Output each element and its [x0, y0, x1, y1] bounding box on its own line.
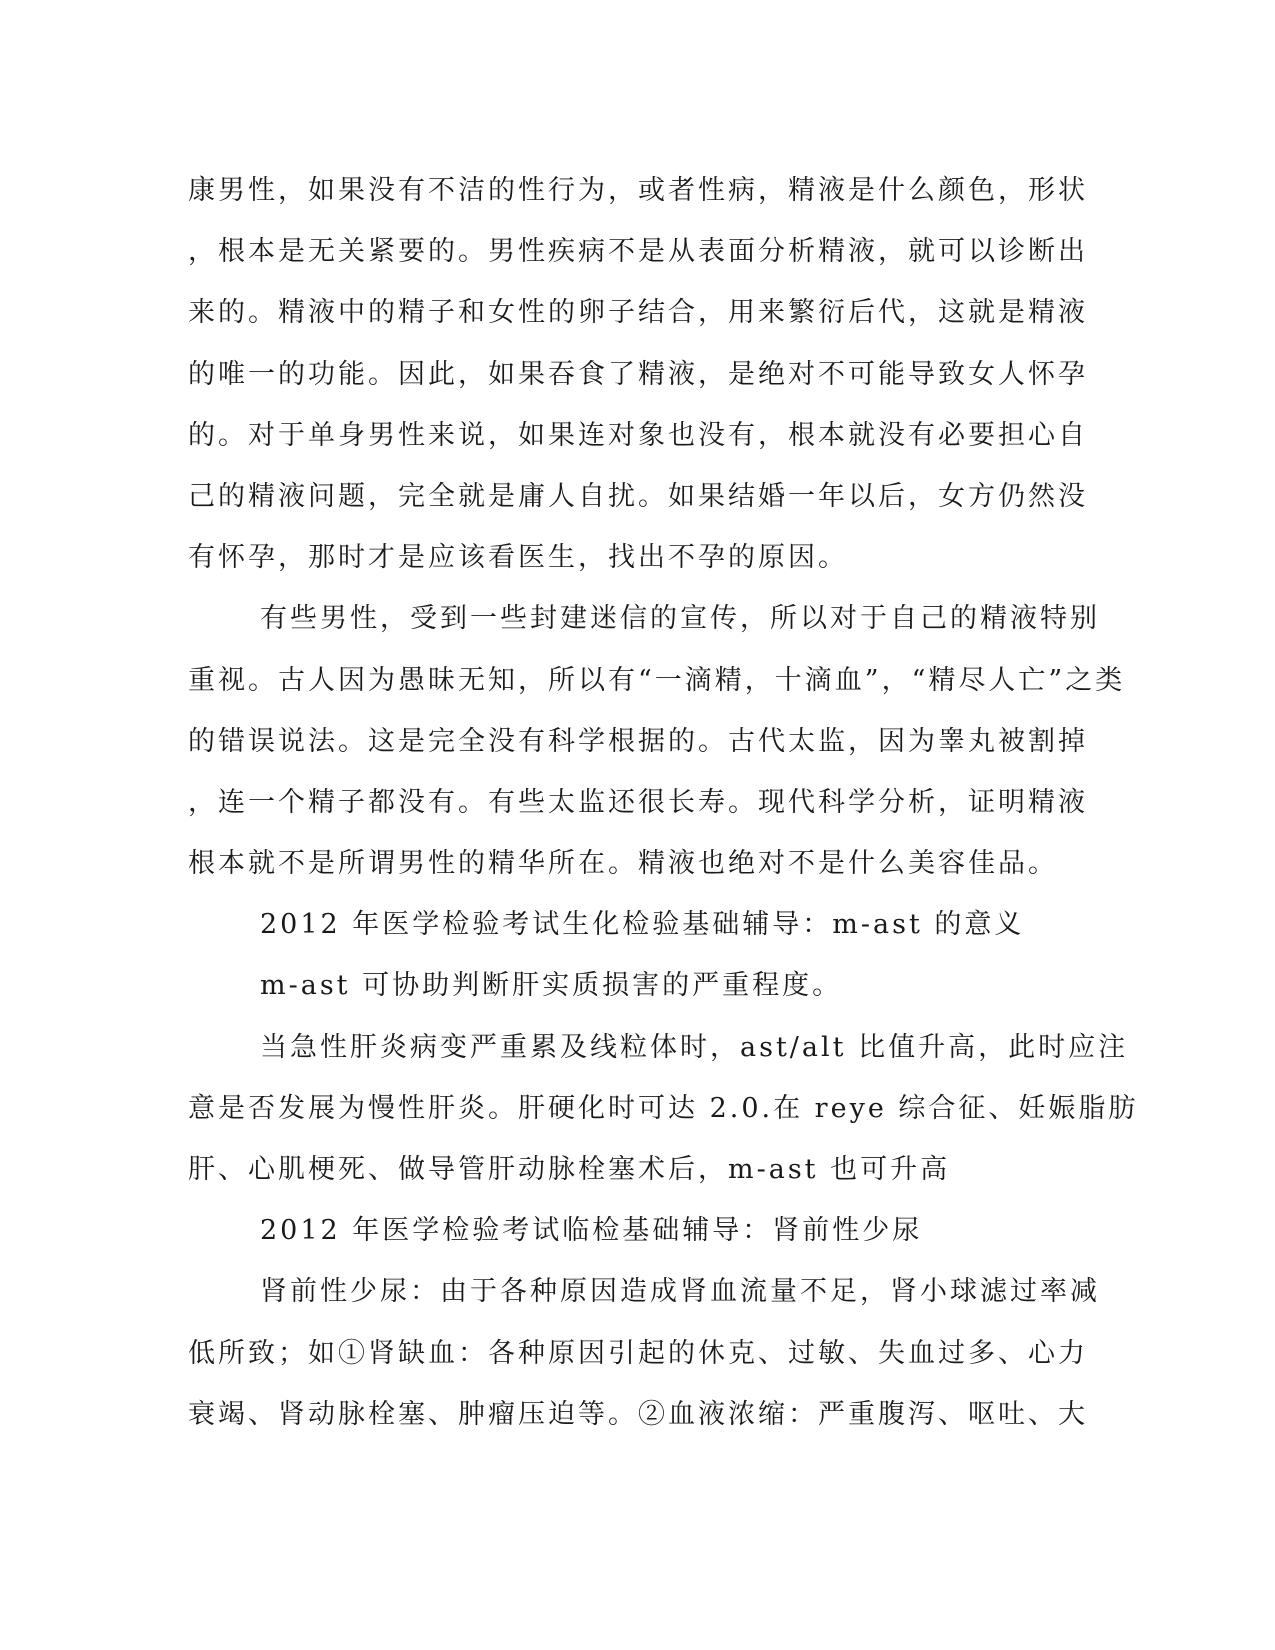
- text-line: 有怀孕，那时才是应该看医生，找出不孕的原因。: [188, 542, 848, 574]
- text-line: ，根本是无关紧要的。男性疾病不是从表面分析精液，就可以诊断出: [188, 236, 1088, 268]
- text-line: ，连一个精子都没有。有些太监还很长寿。现代科学分析，证明精液: [188, 786, 1088, 818]
- text-line: 的唯一的功能。因此，如果吞食了精液，是绝对不可能导致女人怀孕: [188, 358, 1088, 390]
- document-body: [188, 160, 1139, 1445]
- text-line: 重视。古人因为愚昧无知，所以有“一滴精，十滴血”，“精尽人亡”之类: [188, 664, 1126, 696]
- text-line: 的。对于单身男性来说，如果连对象也没有，根本就没有必要担心自: [188, 419, 1088, 451]
- text-line: m-ast 可协助判断肝实质损害的严重程度。: [260, 970, 843, 1002]
- section-heading: 2012 年医学检验考试生化检验基础辅导：m-ast 的意义: [260, 909, 1025, 941]
- text-line: 当急性肝炎病变严重累及线粒体时，ast/alt 比值升高，此时应注: [260, 1031, 1129, 1063]
- text-line: 肾前性少尿：由于各种原因造成肾血流量不足，肾小球滤过率减: [260, 1276, 1100, 1308]
- text-line: 来的。精液中的精子和女性的卵子结合，用来繁衍后代，这就是精液: [188, 297, 1088, 329]
- text-line: 肝、心肌梗死、做导管肝动脉栓塞术后，m-ast 也可升高: [188, 1154, 951, 1185]
- text-line: 康男性，如果没有不洁的性行为，或者性病，精液是什么颜色，形状: [188, 175, 1088, 206]
- text-line: 有些男性，受到一些封建迷信的宣传，所以对于自己的精液特别: [260, 603, 1100, 635]
- text-line: 己的精液问题，完全就是庸人自扰。如果结婚一年以后，女方仍然没: [188, 480, 1088, 512]
- section-heading: 2012 年医学检验考试临检基础辅导：肾前性少尿: [260, 1215, 923, 1247]
- text-line: 低所致；如①肾缺血：各种原因引起的休克、过敏、失血过多、心力: [188, 1337, 1088, 1369]
- text-line: 的错误说法。这是完全没有科学根据的。古代太监，因为睾丸被割掉: [188, 725, 1088, 757]
- text-line: 意是否发展为慢性肝炎。肝硬化时可达 2.0.在 reye 综合征、妊娠脂肪: [188, 1092, 1139, 1124]
- text-line: 衰竭、肾动脉栓塞、肿瘤压迫等。②血液浓缩：严重腹泻、呕吐、大: [188, 1398, 1088, 1430]
- text-line: 根本就不是所谓男性的精华所在。精液也绝对不是什么美容佳品。: [188, 848, 1058, 880]
